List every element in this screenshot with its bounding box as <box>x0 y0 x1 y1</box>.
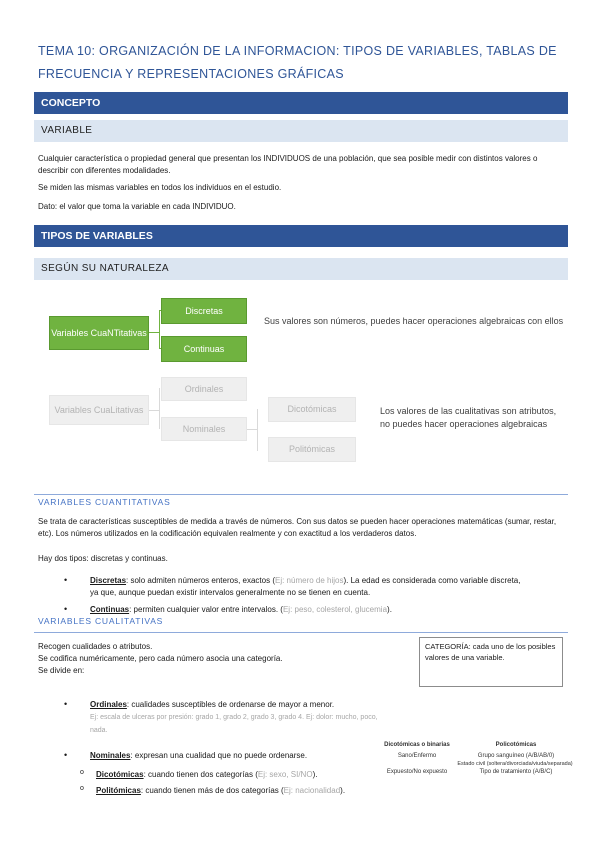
table-cell: Estado civil (soltera/divorciada/viuda/separada) <box>457 761 573 767</box>
term-discretas: Discretas <box>90 576 127 585</box>
cuantitativas-paragraph: Se trata de características susceptibles de medida a través de números. Con sus datos se pueden hacer operaciones matemáticas (sumar, restar, etc). Los números utilizados en la codificación equivalen realmente y con exactitud a los verdaderos datos. <box>38 517 557 538</box>
example-text: Ej: peso, colesterol, glucemia <box>282 605 388 614</box>
list-item-nominales <box>90 750 380 762</box>
definition-text: ). La edad es considerada como variable discreta, ya que, aunque puedan existir intervalos generalmente no se tienen en cuenta. <box>90 576 521 597</box>
concepto-paragraph-2: Se miden las mismas variables en todos los individuos en el estudio. <box>38 183 282 192</box>
section-header-tipos: TIPOS DE VARIABLES <box>34 225 568 247</box>
table-head-politomicas: Policotómicas <box>495 742 537 748</box>
example-text: Ej: número de hijos <box>275 576 344 585</box>
connector <box>159 310 160 349</box>
cualitativas-line-2: Se codifica numéricamente, pero cada número asocia una categoría. <box>38 654 283 663</box>
list-item-dicotomicas <box>96 769 386 781</box>
subheader-naturaleza: SEGÚN SU NATURALEZA <box>34 258 568 280</box>
concepto-paragraph-1: Cualquier característica o propiedad general que presentan los INDIVIDUOS de una población, que sea posible medir con distintos valores o describir con diferentes modalidades. <box>38 154 538 175</box>
cualitativas-line-1: Recogen cualidades o atributos. <box>38 642 153 651</box>
definition-text: : solo admiten números enteros, exactos ( <box>126 576 275 585</box>
connector <box>149 332 159 333</box>
node-nominales: Nominales <box>161 417 247 441</box>
section-title-cualitativas: VARIABLES CUALITATIVAS <box>38 616 164 626</box>
list-item-discretas <box>90 575 530 599</box>
categoria-callout: CATEGORÍA: cada uno de los posibles valores de una variable. <box>419 637 563 687</box>
node-ordinales: Ordinales <box>161 377 247 401</box>
example-text: Ej: sexo, SI/NO <box>257 770 313 779</box>
node-cuantitativas: Variables CuaNTitativas <box>49 316 149 350</box>
connector <box>247 429 257 430</box>
list-item-politomicas <box>96 785 386 797</box>
cuantitativas-types-line: Hay dos tipos: discretas y continuas. <box>38 554 168 563</box>
cuantitativas-note: Sus valores son números, puedes hacer operaciones algebraicas con ellos <box>264 316 564 326</box>
term-politomicas: Politómicas <box>96 786 141 795</box>
connector <box>159 388 160 429</box>
definition-text: : cualidades susceptibles de ordenarse de mayor a menor. <box>126 700 335 709</box>
node-dicotomicas: Dicotómicas <box>268 397 356 422</box>
term-nominales: Nominales <box>90 751 131 760</box>
definition-text: : cuando tienen dos categorías ( <box>143 770 258 779</box>
definition-text: : cuando tienen más de dos categorías ( <box>140 786 284 795</box>
section-title-cuantitativas: VARIABLES CUANTITATIVAS <box>38 497 171 507</box>
sub-bullet: o <box>80 785 84 792</box>
term-dicotomicas: Dicotómicas <box>96 770 144 779</box>
connector <box>257 409 258 451</box>
table-cell: Tipo de tratamiento (A/B/C) <box>479 769 553 775</box>
example-text: Ej: escala de ulceras por presión: grado 1, grado 2, grado 3, grado 4. Ej: dolor: mucho, poco, nada. <box>90 714 378 734</box>
sub-bullet: o <box>80 769 84 776</box>
definition-text: : expresan una cualidad que no puede ordenarse. <box>130 751 308 760</box>
node-continuas: Continuas <box>161 336 247 362</box>
section-rule <box>34 632 568 633</box>
section-header-concepto: CONCEPTO <box>34 92 568 114</box>
example-text: Ej: nacionalidad <box>283 786 341 795</box>
subheader-variable: VARIABLE <box>34 120 568 142</box>
connector <box>149 410 159 411</box>
list-item-ordinales <box>90 699 380 737</box>
bullet: • <box>64 750 68 760</box>
page-title: TEMA 10: ORGANIZACIÓN DE LA INFORMACION: TIPOS DE VARIABLES, TABLAS DE FRECUENCIA Y REPRESENTACIONES GRÁFICAS <box>38 44 557 81</box>
table-cell: Expuesto/No expuesto <box>386 769 448 775</box>
bullet: • <box>64 575 68 585</box>
concepto-paragraph-3: Dato: el valor que toma la variable en cada INDIVIDUO. <box>38 202 236 211</box>
definition-text: : permiten cualquier valor entre intervalos. ( <box>129 605 283 614</box>
bullet: • <box>64 604 68 614</box>
node-cualitativas: Variables CuaLitativas <box>49 395 149 425</box>
table-cell: Sano/Enfermo <box>397 753 437 759</box>
definition-text: ). <box>312 770 318 779</box>
cualitativas-line-3: Se divide en: <box>38 666 85 675</box>
cualitativas-note: Los valores de las cualitativas son atributos, no puedes hacer operaciones algebraicas <box>380 406 557 429</box>
term-ordinales: Ordinales <box>90 700 127 709</box>
list-item-continuas <box>90 604 530 616</box>
table-cell: Grupo sanguíneo (A/B/AB/0) <box>477 753 555 759</box>
table-head-dicotomicas: Dicotómicas o binarias <box>384 742 450 748</box>
node-politomicas: Politómicas <box>268 437 356 462</box>
term-continuas: Continuas <box>90 605 130 614</box>
definition-text: ). <box>387 605 392 614</box>
bullet: • <box>64 699 68 709</box>
section-rule <box>34 494 568 495</box>
definition-text: ). <box>340 786 346 795</box>
node-discretas: Discretas <box>161 298 247 324</box>
